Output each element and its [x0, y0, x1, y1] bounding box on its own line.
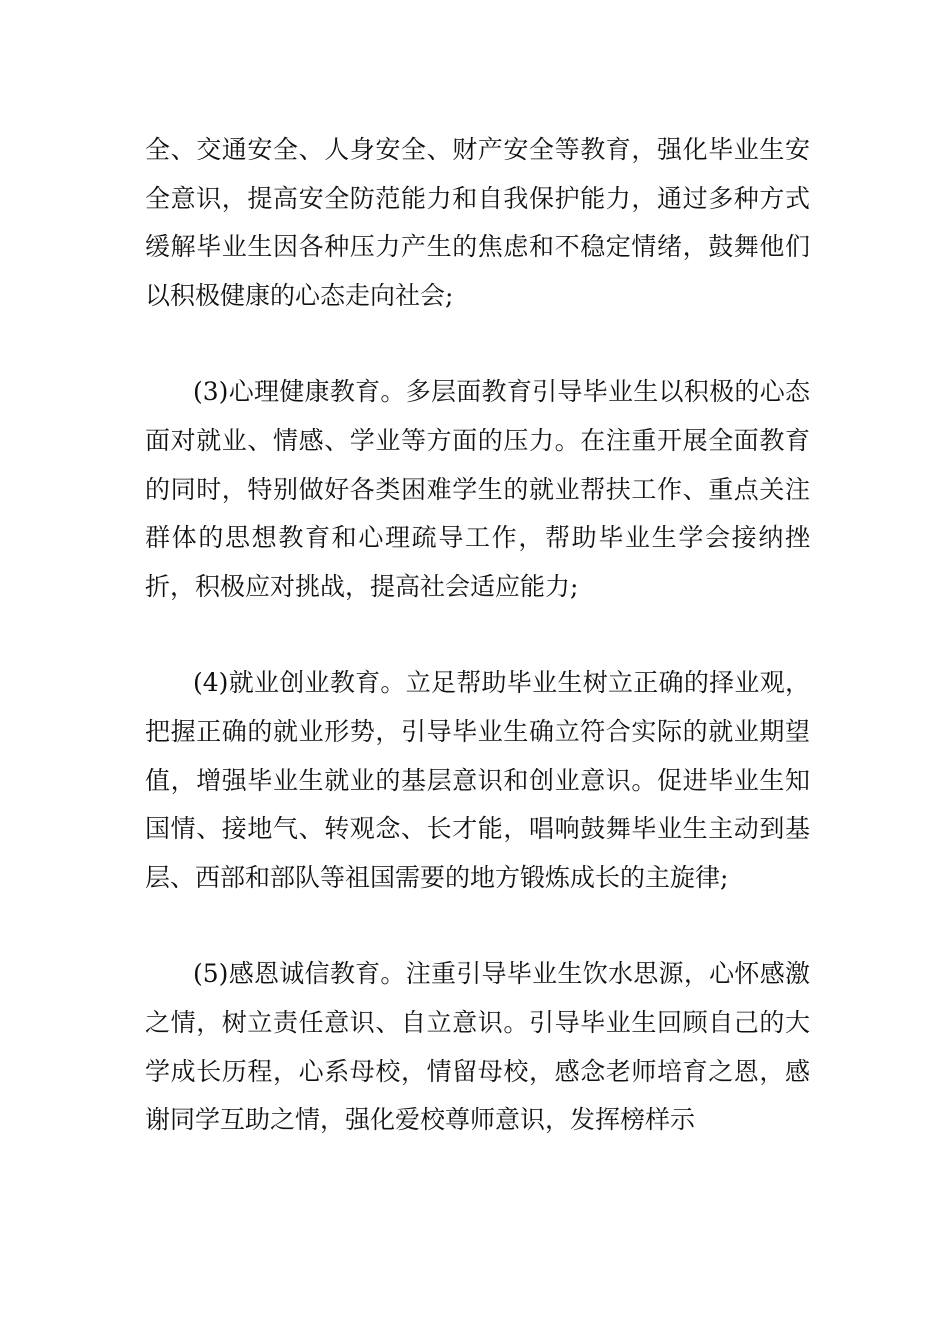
- paragraph-item-5: (5)感恩诚信教育。注重引导毕业生饮水思源，心怀感激之情，树立责任意识、自立意识。引导毕业生回顾自己的大学成长历程，心系母校，情留母校，感念老师培育之恩，感谢同学互助之情，强化爱校尊师意识，发挥榜样示: [145, 959, 810, 1135]
- paragraph-spacer: [145, 611, 810, 659]
- paragraph-item-3: (3)心理健康教育。多层面教育引导毕业生以积极的心态面对就业、情感、学业等方面的压力。在注重开展全面教育的同时，特别做好各类困难学生的就业帮扶工作、重点关注群体的思想教育和心理疏导工作，帮助毕业生学会接纳挫折，积极应对挑战，提高社会适应能力;: [145, 377, 810, 601]
- paragraph-item-4: (4)就业创业教育。立足帮助毕业生树立正确的择业观，把握正确的就业形势，引导毕业生确立符合实际的就业期望值，增强毕业生就业的基层意识和创业意识。促进毕业生知国情、接地气、转观念、长才能，唱响鼓舞毕业生主动到基层、西部和部队等祖国需要的地方锻炼成长的主旋律;: [145, 668, 810, 892]
- paragraph-continuation: 全、交通安全、人身安全、财产安全等教育，强化毕业生安全意识，提高安全防范能力和自我保护能力，通过多种方式缓解毕业生因各种压力产生的焦虑和不稳定情绪，鼓舞他们以积极健康的心态走向社会;: [145, 135, 810, 310]
- paragraph-spacer: [145, 902, 810, 950]
- document-body: [145, 126, 810, 1145]
- paragraph-spacer: [145, 320, 810, 368]
